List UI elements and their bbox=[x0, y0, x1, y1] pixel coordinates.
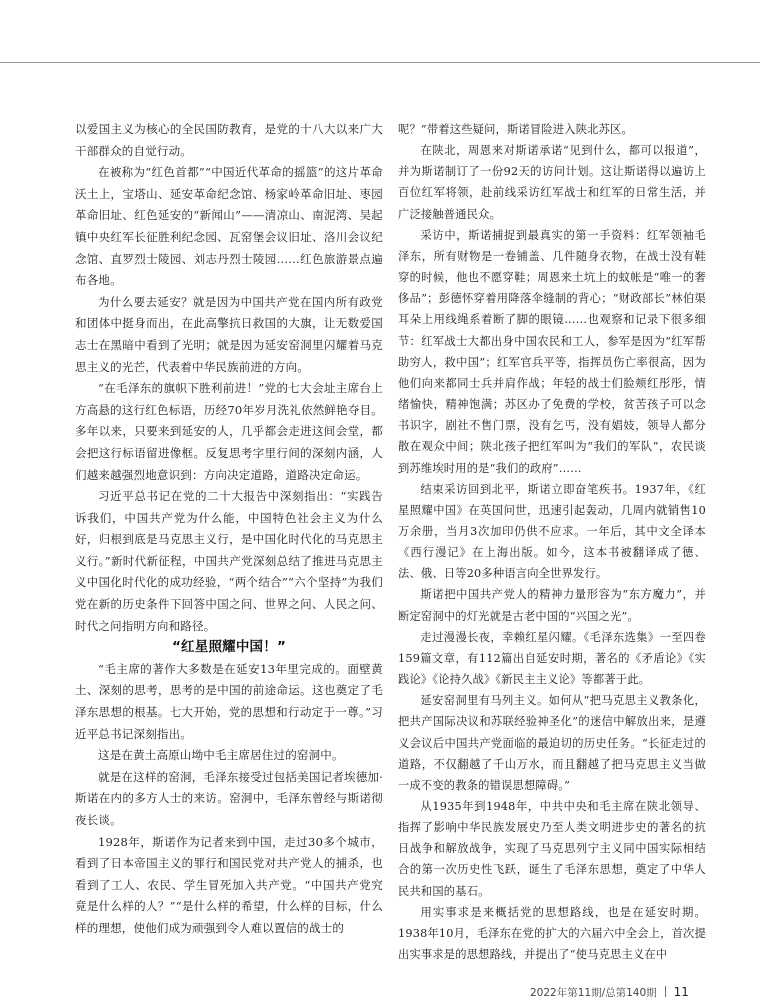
issue-label: 2022年第11期/总第140期 bbox=[530, 987, 657, 999]
paragraph: 延安窑洞里有马列主义。如何从“把马克思主义教条化，把共产国际决议和苏联经验神圣化”的迷信中解放出来，是遵义会议后中国共产党面临的最迫切的历史任务。“长征走过的道路，不仅翻越了千山万水，而且翻越了把马克思主义当做一成不变的教条的错误思想障碍。” bbox=[398, 694, 706, 792]
paragraph: 1928年，斯诺作为记者来到中国，走过30多个城市，看到了日本帝国主义的罪行和国民党对共产党人的捕杀，也看到了工人、农民、学生冒死加入共产党。“中国共产党究竟是什么样的人？”“是什么样的希望，什么样的目标，什么样的理想，使他们成为顽强到令人难以置信的战士的 bbox=[75, 834, 383, 935]
paragraph: 呢？”带着这些疑问，斯诺冒险进入陕北苏区。 bbox=[398, 123, 633, 136]
footer-divider bbox=[665, 986, 666, 997]
paragraph: 为什么要去延安？就是因为中国共产党在国内所有政党和团体中挺身而出，在此高擎抗日救国的大旗，让无数爱国志士在黑暗中看到了光明；就是因为延安窑洞里闪耀着马克思主义的光芒，代表着中华民族前进的方向。 bbox=[75, 294, 383, 374]
right-column bbox=[398, 119, 706, 965]
paragraph: 在陕北，周恩来对斯诺承诺“见到什么，都可以报道”，并为斯诺制订了一份92天的访问计划。这让斯诺得以遍访上百位红军将领，赴前线采访红军战士和红军的日常生活，并广泛接触普通民众。 bbox=[398, 144, 706, 221]
paragraph: 以爱国主义为核心的全民国防教育，是党的十八大以来广大干部群众的自觉行动。 bbox=[75, 122, 383, 158]
page-footer bbox=[530, 985, 720, 1000]
paragraph: 结束采访回到北平，斯诺立即奋笔疾书。1937年，《红星照耀中国》在英国问世，迅速引起轰动，几周内就销售10万余册，当月3次加印仍供不应求。一年后，其中文全译本《西行漫记》在上海出版。如今，这本书被翻译成了德、法、俄、日等20多种语言向全世界发行。 bbox=[398, 482, 706, 581]
paragraph: 习近平总书记在党的二十大报告中深刻指出：“实践告诉我们，中国共产党为什么能，中国特色社会主义为什么好，归根到底是马克思主义行，是中国化时代化的马克思主义行。”新时代新征程，中国共产党深刻总结了推进马克思主义中国化时代化的成功经验，“两个结合”“六个坚持”为我们党在新的历史条件下回答中国之问、世界之问、人民之问、时代之问指明方向和路径。 bbox=[75, 489, 383, 633]
paragraph: 就是在这样的窑洞，毛泽东接受过包括美国记者埃德加·斯诺在内的多方人士的来访。窑洞中，毛泽东曾经与斯诺彻夜长谈。 bbox=[75, 769, 383, 827]
paragraph: “毛主席的著作大多数是在延安13年里完成的。面壁黄土、深刻的思考，思考的是中国的前途命运。这也奠定了毛泽东思想的根基。七大开始，党的思想和行动定于一尊。”习近平总书记深刻指出。 bbox=[75, 661, 383, 741]
section-heading: “红星照耀中国！” bbox=[171, 639, 287, 656]
paragraph: 从1935年到1948年，中共中央和毛主席在陕北领导、指挥了影响中华民族发展史乃至人类文明进步史的著名的抗日战争和解放战争，实现了马克思列宁主义同中国实际相结合的第一次历史性飞跃，诞生了毛泽东思想，奠定了中华人民共和国的基石。 bbox=[398, 800, 706, 898]
paragraph: 斯诺把中国共产党人的精神力量形容为“东方魔力”，并断定窑洞中的灯光就是古老中国的“兴国之光”。 bbox=[398, 588, 706, 623]
paragraph: 这是在黄土高原山坳中毛主席居住过的窑洞中。 bbox=[98, 748, 344, 763]
paragraph: 采访中，斯诺捕捉到最真实的第一手资料：红军领袖毛泽东，所有财物是一卷铺盖、几件随身衣物，在战士没有鞋穿的时候，他也不愿穿鞋；周恩来土坑上的蚊帐是“唯一的奢侈品”；彭德怀穿着用降落伞缝制的背心；“财政部长”林伯渠耳朵上用线绳系着断了脚的眼镜……也观察和记录下很多细节：红军战士大都出身中国农民和工人，参军是因为“红军帮助穷人，救中国”；红军官兵平等，指挥员伤亡率很高，因为他们向来都同士兵并肩作战；年轻的战士们脸颊红彤彤，情绪愉快，精神饱满；苏区办了免费的学校，贫苦孩子可以念书识字，剧社不售门票，没有乞丐，没有娼妓，领导人都分散在观众中间；陕北孩子把红军叫为“我们的军队”，农民谈到苏维埃时用的是“我们的政府”…… bbox=[398, 228, 706, 475]
page-number: 11 bbox=[673, 985, 689, 999]
paragraph: 走过漫漫长夜，幸赖红星闪耀。《毛泽东选集》一至四卷159篇文章，有112篇出自延安时期，著名的《矛盾论》《实践论》《论持久战》《新民主主义论》等都著于此。 bbox=[398, 630, 706, 687]
header-rule bbox=[0, 62, 760, 63]
paragraph: 在被称为“红色首都”“中国近代革命的摇篮”的这片革命沃土上，宝塔山、延安革命纪念馆、杨家岭革命旧址、枣园革命旧址、红色延安的“新闻山”——清凉山、南泥湾、吴起镇中央红军长征胜利纪念园、瓦窑堡会议旧址、洛川会议纪念馆、直罗烈士陵园、刘志丹烈士陵园……红色旅游景点遍布各地。 bbox=[75, 165, 383, 288]
paragraph: “在毛泽东的旗帜下胜利前进！”党的七大会址主席台上方高悬的这行红色标语，历经70年岁月洗礼依然鲜艳夺目。多年以来，只要来到延安的人，几乎都会走进这间会堂，都会把这行标语留进像框。反复思考字里行间的深刻内涵，人们越来越强烈地意识到：方向决定道路，道路决定命运。 bbox=[75, 381, 383, 482]
left-column bbox=[75, 119, 383, 940]
paragraph: 用实事求是来概括党的思想路线，也是在延安时期。1938年10月，毛泽东在党的扩大的六届六中全会上，首次提出实事求是的思想路线，并提出了“使马克思主义在中 bbox=[398, 905, 706, 962]
